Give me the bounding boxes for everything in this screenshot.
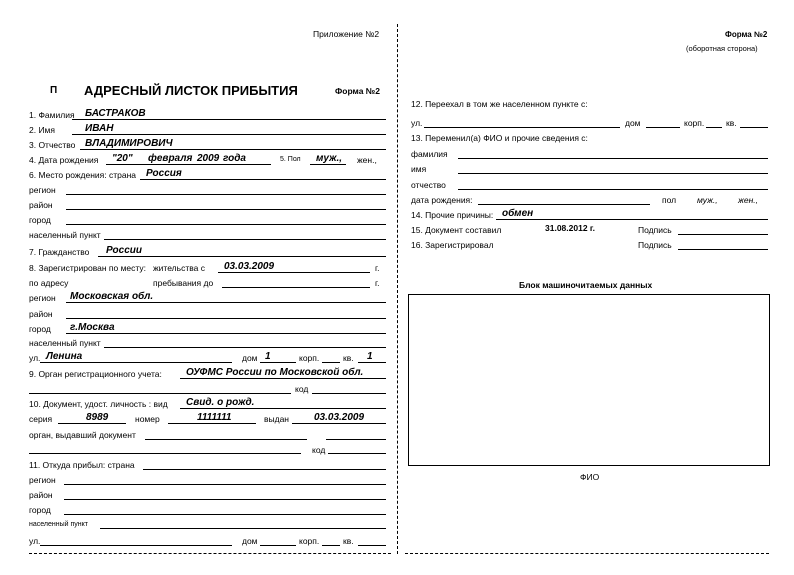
residence-line bbox=[218, 272, 370, 273]
back-form-label: Форма №2 bbox=[725, 30, 768, 39]
registered-label: 8. Зарегистрирован по месту: bbox=[29, 263, 147, 273]
arr-street-label: ул. bbox=[29, 536, 41, 546]
series-value: 8989 bbox=[86, 412, 109, 423]
appendix-label: Приложение №2 bbox=[313, 29, 380, 39]
apt-value: 1 bbox=[367, 351, 373, 362]
authority-line-2 bbox=[29, 393, 291, 394]
street-value: Ленина bbox=[46, 351, 83, 362]
issuer-line-3 bbox=[29, 453, 301, 454]
changed-sex-label: пол bbox=[662, 195, 677, 205]
registrar-label: 16. Зарегистрировал bbox=[411, 240, 494, 250]
dob-day: "20" bbox=[112, 153, 133, 164]
fold-divider bbox=[397, 24, 398, 554]
front-form-label: Форма №2 bbox=[335, 86, 380, 96]
number-value: 1111111 bbox=[197, 412, 232, 423]
birth-district-line bbox=[66, 209, 386, 210]
reg-city: г.Москва bbox=[70, 322, 115, 333]
machine-block-label: Блок машиночитаемых данных bbox=[519, 280, 653, 290]
reg-locality-line bbox=[104, 347, 386, 348]
residence-year-label: г. bbox=[375, 263, 380, 273]
arr-house-label: дом bbox=[242, 536, 258, 546]
patronymic-line bbox=[80, 149, 386, 150]
patronymic-value: ВЛАДИМИРОВИЧ bbox=[85, 138, 173, 149]
birth-region-label: регион bbox=[29, 185, 56, 195]
residence-label: жительства с bbox=[153, 263, 205, 273]
document-label: 10. Документ, удост. личность : вид bbox=[29, 399, 168, 409]
arr-region-label: регион bbox=[29, 475, 56, 485]
stay-label: пребывания до bbox=[153, 278, 214, 288]
arr-region-line bbox=[64, 484, 386, 485]
sex-alt: жен., bbox=[357, 155, 377, 165]
arr-city-label: город bbox=[29, 505, 51, 515]
issuer-code-line bbox=[328, 453, 386, 454]
stay-year-label: г. bbox=[375, 278, 380, 288]
street-label: ул. bbox=[29, 353, 41, 363]
arrived-line bbox=[143, 469, 386, 470]
apt-line bbox=[358, 362, 386, 363]
surname-label: 1. Фамилия bbox=[29, 110, 75, 120]
compiled-signature-label: Подпись bbox=[638, 225, 672, 235]
moved-building-label: корп. bbox=[684, 118, 705, 128]
series-label: серия bbox=[29, 414, 53, 424]
street-line bbox=[40, 362, 232, 363]
house-line bbox=[260, 362, 296, 363]
issuer-label: орган, выдавший документ bbox=[29, 430, 136, 440]
arr-district-label: район bbox=[29, 490, 53, 500]
arr-city-line bbox=[64, 514, 386, 515]
issued-line bbox=[292, 423, 386, 424]
arrived-label: 11. Откуда прибыл: страна bbox=[29, 460, 135, 470]
name-line bbox=[72, 134, 386, 135]
reg-district-label: район bbox=[29, 309, 53, 319]
surname-line bbox=[72, 119, 386, 120]
citizenship-line bbox=[98, 256, 386, 257]
changed-dob-label: дата рождения: bbox=[411, 195, 473, 205]
arr-house-line bbox=[260, 545, 296, 546]
dob-month: февраля bbox=[148, 153, 193, 164]
patronymic-label: 3. Отчество bbox=[29, 140, 76, 150]
registrar-signature-label: Подпись bbox=[638, 240, 672, 250]
changed-sex-m: муж., bbox=[697, 195, 718, 205]
birth-country: Россия bbox=[146, 168, 182, 179]
moved-label: 12. Переехал в том же населенном пункте с: bbox=[411, 99, 588, 109]
surname-value: БАСТРАКОВ bbox=[85, 108, 146, 119]
arr-locality-line bbox=[100, 528, 386, 529]
apt-label: кв. bbox=[343, 353, 354, 363]
arr-district-line bbox=[64, 499, 386, 500]
arr-street-line bbox=[40, 545, 232, 546]
changed-label: 13. Переменил(а) ФИО и прочие сведения с: bbox=[411, 133, 588, 143]
reg-city-label: город bbox=[29, 324, 51, 334]
registrar-signature-line bbox=[678, 249, 768, 250]
birth-city-label: город bbox=[29, 215, 51, 225]
doc-type: Свид. о рожд. bbox=[186, 397, 255, 408]
issuer-line-2 bbox=[326, 439, 386, 440]
birth-country-line bbox=[140, 179, 386, 180]
citizenship-value: России bbox=[106, 245, 142, 256]
dob-year: 2009 bbox=[197, 153, 220, 164]
moved-street-label: ул. bbox=[411, 118, 423, 128]
changed-name-label: имя bbox=[411, 164, 427, 174]
arr-apt-label: кв. bbox=[343, 536, 354, 546]
authority-code-label: код bbox=[295, 384, 309, 394]
sex-line bbox=[310, 164, 346, 165]
stay-line bbox=[222, 287, 370, 288]
number-line bbox=[168, 423, 256, 424]
birth-city-line bbox=[66, 224, 386, 225]
reg-locality-label: населенный пункт bbox=[29, 338, 101, 348]
doc-type-line bbox=[180, 408, 386, 409]
moved-apt-line bbox=[740, 127, 768, 128]
reg-region-line bbox=[66, 302, 386, 303]
reasons-line bbox=[496, 219, 768, 220]
back-side-label: (оборотная сторона) bbox=[686, 44, 758, 53]
sex-label: 5. Пол bbox=[280, 156, 301, 163]
reg-region-label: регион bbox=[29, 293, 56, 303]
birth-region-line bbox=[66, 194, 386, 195]
number-label: номер bbox=[135, 414, 160, 424]
building-line bbox=[322, 362, 340, 363]
changed-surname-line bbox=[458, 158, 768, 159]
sex-value: муж., bbox=[316, 153, 343, 164]
birth-locality-label: населенный пункт bbox=[29, 230, 101, 240]
by-address-label: по адресу bbox=[29, 278, 69, 288]
moved-house-line bbox=[646, 127, 680, 128]
compiled-date: 31.08.2012 г. bbox=[545, 223, 595, 233]
reg-district-line bbox=[66, 318, 386, 319]
issued-value: 03.03.2009 bbox=[314, 412, 365, 423]
compiled-label: 15. Документ составил bbox=[411, 225, 502, 235]
dob-label: 4. Дата рождения bbox=[29, 155, 99, 165]
arr-building-label: корп. bbox=[299, 536, 320, 546]
reasons-value: обмен bbox=[502, 208, 534, 219]
building-label: корп. bbox=[299, 353, 320, 363]
name-label: 2. Имя bbox=[29, 125, 56, 135]
name-value: ИВАН bbox=[85, 123, 114, 134]
cut-line-left bbox=[29, 553, 391, 554]
changed-surname-label: фамилия bbox=[411, 149, 448, 159]
reg-region: Московская обл. bbox=[70, 291, 154, 302]
compiled-signature-line bbox=[678, 234, 768, 235]
issuer-line bbox=[145, 439, 307, 440]
cut-line-right bbox=[405, 553, 769, 554]
residence-from: 03.03.2009 bbox=[224, 261, 275, 272]
fio-label: ФИО bbox=[580, 472, 600, 482]
reg-city-line bbox=[66, 333, 386, 334]
arr-building-line bbox=[322, 545, 340, 546]
moved-street-line bbox=[424, 127, 620, 128]
birth-district-label: район bbox=[29, 200, 53, 210]
dob-suffix: года bbox=[223, 153, 246, 164]
changed-patronymic-line bbox=[458, 189, 768, 190]
front-title: АДРЕСНЫЙ ЛИСТОК ПРИБЫТИЯ bbox=[84, 83, 298, 98]
arr-apt-line bbox=[358, 545, 386, 546]
house-value: 1 bbox=[265, 351, 271, 362]
dob-line bbox=[106, 164, 271, 165]
front-letter: П bbox=[50, 85, 58, 96]
changed-dob-line bbox=[478, 204, 650, 205]
reasons-label: 14. Прочие причины: bbox=[411, 210, 494, 220]
issued-label: выдан bbox=[264, 414, 290, 424]
authority-value: ОУФМС России по Московской обл. bbox=[186, 367, 364, 378]
authority-label: 9. Орган регистрационного учета: bbox=[29, 369, 162, 379]
moved-building-line bbox=[706, 127, 722, 128]
authority-code-line bbox=[312, 393, 386, 394]
arr-locality-label: населенный пункт bbox=[29, 521, 89, 528]
moved-house-label: дом bbox=[625, 118, 641, 128]
birthplace-label: 6. Место рождения: страна bbox=[29, 170, 137, 180]
citizenship-label: 7. Гражданство bbox=[29, 247, 90, 257]
changed-sex-f: жен., bbox=[738, 195, 758, 205]
changed-patronymic-label: отчество bbox=[411, 180, 446, 190]
moved-apt-label: кв. bbox=[726, 118, 737, 128]
birth-locality-line bbox=[104, 239, 386, 240]
authority-line bbox=[180, 378, 386, 379]
changed-name-line bbox=[458, 173, 768, 174]
series-line bbox=[58, 423, 126, 424]
house-label: дом bbox=[242, 353, 258, 363]
issuer-code-label: код bbox=[312, 445, 326, 455]
machine-readable-box bbox=[408, 294, 770, 466]
